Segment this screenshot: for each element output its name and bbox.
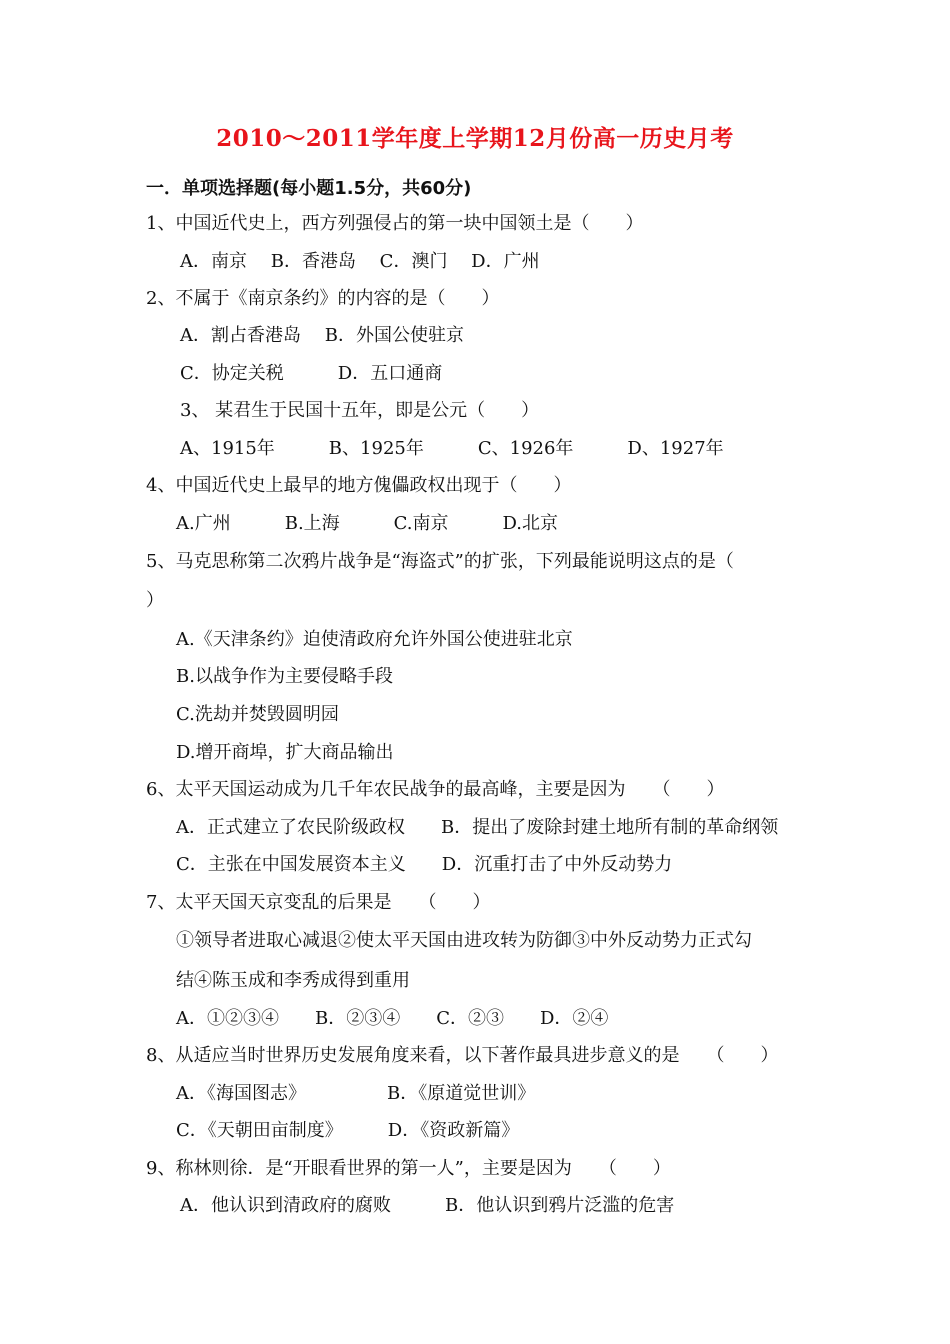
question-6-options-ab: A．正式建立了农民阶级政权 B．提出了废除封建土地所有制的革命纲领	[176, 817, 779, 838]
exam-title: 2010～2011学年度上学期12月份高一历史月考	[216, 125, 734, 152]
question-4: 4、中国近代史上最早的地方傀儡政权出现于（ ）	[146, 475, 572, 496]
question-7: 7、太平天国天京变乱的后果是 （ ）	[146, 892, 491, 913]
question-5: 5、马克思称第二次鸦片战争是“海盗式”的扩张，下列最能说明这点的是（	[146, 551, 734, 572]
question-1-options: A．南京 B．香港岛 C．澳门 D．广州	[180, 251, 540, 272]
question-8-options-cd: C．《天朝田亩制度》 D．《资政新篇》	[176, 1120, 520, 1141]
question-5-continued: ）	[146, 590, 164, 611]
question-7-statements: ①领导者进取心减退②使太平天国由进攻转为防御③中外反动势力正式勾	[176, 930, 752, 951]
question-2: 2、不属于《南京条约》的内容的是（ ）	[146, 288, 500, 309]
question-3-options: A、1915年 B、1925年 C、1926年 D、1927年	[180, 438, 724, 459]
question-7-statements-continued: 结④陈玉成和李秀成得到重用	[176, 970, 410, 991]
question-5-option-d: D.增开商埠，扩大商品输出	[176, 742, 394, 763]
question-4-options: A.广州 B.上海 C.南京 D.北京	[176, 513, 559, 534]
question-1: 1、中国近代史上，西方列强侵占的第一块中国领土是（ ）	[146, 213, 644, 234]
question-7-options: A．①②③④ B．②③④ C．②③ D．②④	[176, 1008, 609, 1029]
question-5-option-b: B.以战争作为主要侵略手段	[176, 666, 393, 687]
question-8-options-ab: A．《海国图志》 B．《原道觉世训》	[176, 1083, 536, 1104]
question-2-options-ab: A．割占香港岛 B．外国公使驻京	[180, 325, 464, 346]
question-3: 3、 某君生于民国十五年，即是公元（ ）	[180, 400, 540, 421]
question-9-options-ab: A．他认识到清政府的腐败 B．他认识到鸦片泛滥的危害	[180, 1195, 675, 1216]
question-6: 6、太平天国运动成为几千年农民战争的最高峰，主要是因为 （ ）	[146, 779, 725, 800]
question-8: 8、从适应当时世界历史发展角度来看，以下著作最具进步意义的是 （ ）	[146, 1045, 779, 1066]
question-9: 9、称林则徐．是“开眼看世界的第一人”，主要是因为 （ ）	[146, 1158, 671, 1179]
question-5-option-c: C.洗劫并焚毁圆明园	[176, 704, 339, 725]
question-2-options-cd: C．协定关税 D．五口通商	[180, 363, 443, 384]
question-6-options-cd: C．主张在中国发展资本主义 D．沉重打击了中外反动势力	[176, 854, 673, 875]
section-heading: 一．单项选择题(每小题1.5分，共60分)	[146, 178, 472, 199]
question-5-option-a: A.《天津条约》迫使清政府允许外国公使进驻北京	[176, 629, 573, 650]
